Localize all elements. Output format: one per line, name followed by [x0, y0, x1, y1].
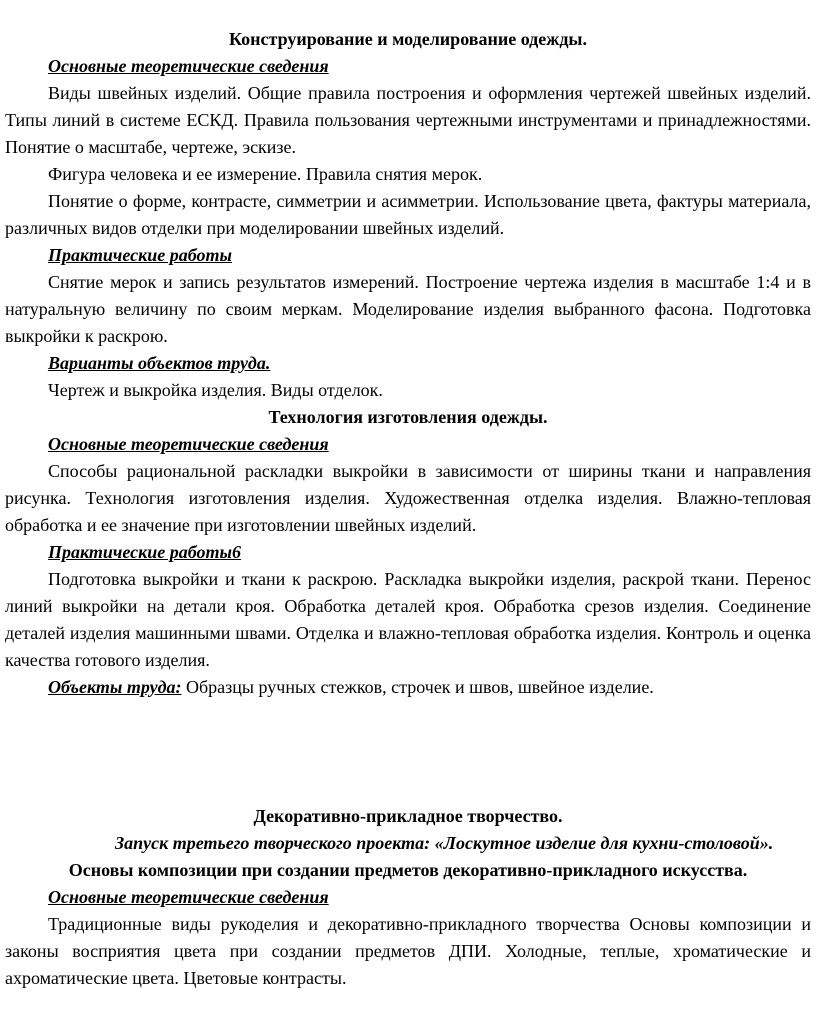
body-paragraph: Способы рациональной раскладки выкройки в зависимости от ширины ткани и направления рисунка. Технология изготовления изделия. Художественная отделка изделия. Влажно-тепловая обработка и ее значение при изготовлении швейных изделий.	[5, 461, 811, 535]
subsection-heading-theory: Основные теоретические сведения	[48, 434, 329, 454]
section-heading-technology: Технология изготовления одежды.	[268, 407, 548, 427]
section-heading-composition-basics: Основы композиции при создании предметов декоративно-прикладного искусства.	[68, 860, 748, 880]
body-paragraph: Чертеж и выкройка изделия. Виды отделок.	[48, 380, 383, 400]
section-heading-construction: Конструирование и моделирование одежды.	[229, 29, 587, 49]
body-paragraph: Традиционные виды рукоделия и декоративно-прикладного творчества Основы композиции и законы восприятия цвета при создании предметов ДПИ. Холодные, теплые, хроматические и ахроматические цвета. Цветовые контрасты.	[5, 914, 811, 988]
subsection-heading-practical-works: Практические работы6	[48, 542, 241, 562]
objects-of-labor-text: Образцы ручных стежков, строчек и швов, швейное изделие.	[181, 677, 654, 697]
body-paragraph: Понятие о форме, контрасте, симметрии и асимметрии. Использование цвета, фактуры материала, различных видов отделки при моделировании швейных изделий.	[5, 191, 811, 238]
body-paragraph: Подготовка выкройки и ткани к раскрою. Раскладка выкройки изделия, раскрой ткани. Перенос линий выкройки на детали кроя. Обработка деталей кроя. Обработка срезов изделия. Соединение деталей изделия машинными швами. Отделка и влажно-тепловая обработка изделия. Контроль и оценка качества готового изделия.	[5, 569, 811, 670]
body-paragraph: Фигура человека и ее измерение. Правила снятия мерок.	[48, 164, 483, 184]
body-paragraph: Виды швейных изделий. Общие правила построения и оформления чертежей швейных изделий. Типы линий в системе ЕСКД. Правила пользования чертежными инструментами и принадлежностями. Понятие о масштабе, чертеже, эскизе.	[5, 83, 811, 157]
subsection-heading-theory: Основные теоретические сведения	[48, 56, 329, 76]
objects-of-labor-lead: Объекты труда:	[48, 677, 182, 697]
subsection-heading-theory: Основные теоретические сведения	[48, 887, 329, 907]
section-heading-decorative-arts: Декоративно-прикладное творчество.	[253, 806, 563, 826]
body-paragraph: Снятие мерок и запись результатов измерений. Построение чертежа изделия в масштабе 1:4 и в натуральную величину по своим меркам. Моделирование изделия выбранного фасона. Подготовка выкройки к раскрою.	[5, 272, 811, 346]
project-launch-line: Запуск третьего творческого проекта: «Лоскутное изделие для кухни-столовой».	[115, 833, 774, 853]
subsection-heading-work-objects: Варианты объектов труда.	[48, 353, 271, 373]
blank-space	[5, 701, 811, 803]
objects-of-labor-paragraph	[5, 674, 811, 701]
subsection-heading-practical-works: Практические работы	[48, 245, 232, 265]
